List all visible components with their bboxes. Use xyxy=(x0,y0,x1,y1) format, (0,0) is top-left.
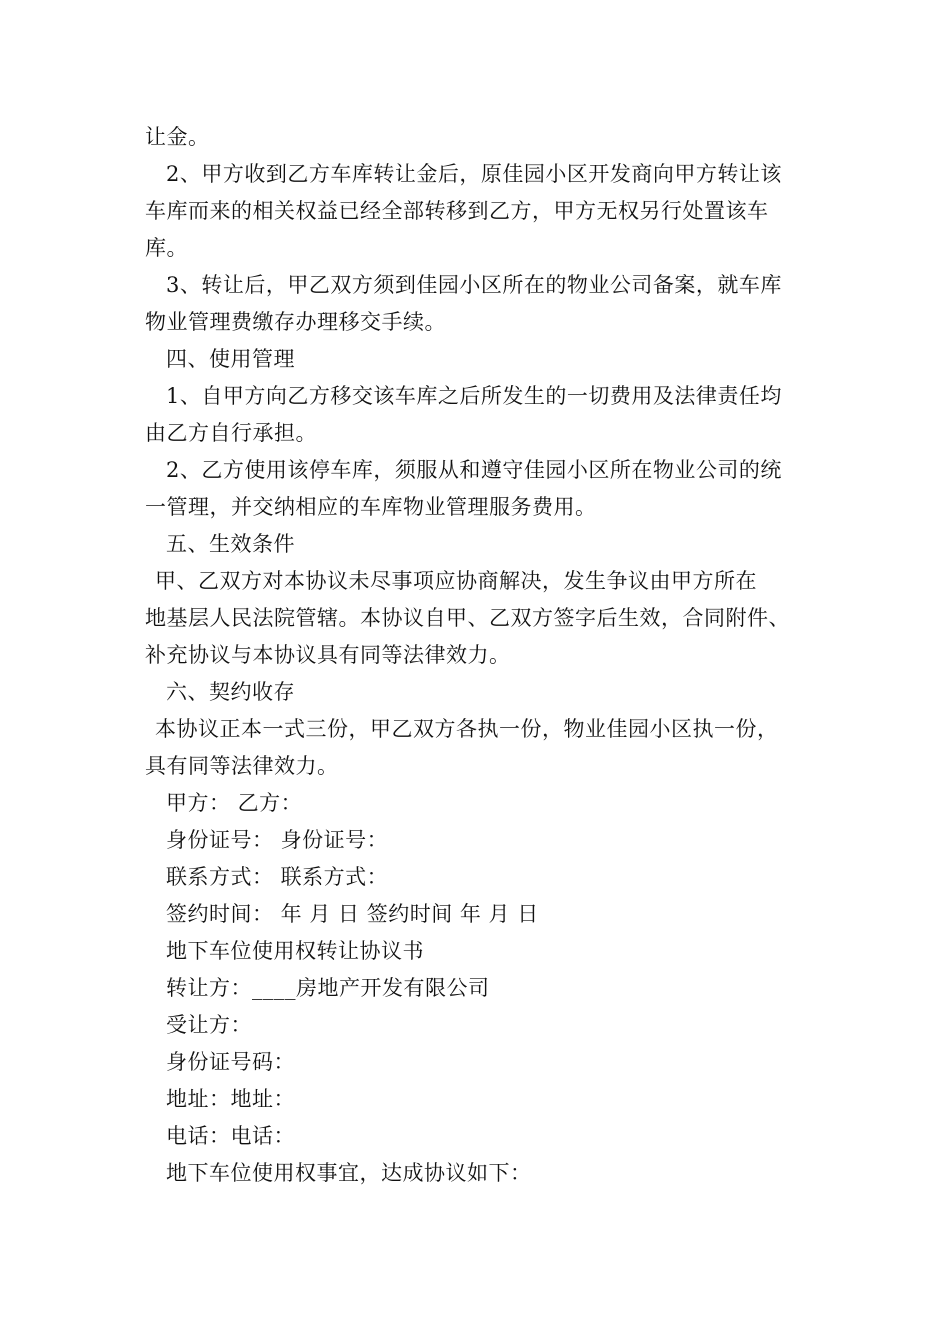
transferor-line: 转让方：____房地产开发有限公司 xyxy=(166,976,490,1000)
section-heading: 四、使用管理 xyxy=(166,347,295,371)
signature-id-line: 身份证号： 身份证号： xyxy=(166,828,389,852)
paragraph-line: 由乙方自行承担。 xyxy=(145,421,317,445)
signature-party-line: 甲方： 乙方： xyxy=(166,791,303,815)
clause-line: 2、乙方使用该停车库，须服从和遵守佳园小区所在物业公司的统 xyxy=(166,458,782,482)
clause-line: 3、转让后，甲乙双方须到佳园小区所在的物业公司备案，就车库 xyxy=(166,273,782,297)
paragraph-line: 甲、乙双方对本协议未尽事项应协商解决，发生争议由甲方所在 xyxy=(155,569,757,593)
paragraph-line: 库。 xyxy=(145,236,188,260)
id-number-line: 身份证号码： xyxy=(166,1050,295,1074)
clause-line: 2、甲方收到乙方车库转让金后，原佳园小区开发商向甲方转让该 xyxy=(166,162,782,186)
address-line: 地址：地址： xyxy=(166,1087,295,1111)
paragraph-line: 物业管理费缴存办理移交手续。 xyxy=(145,310,446,334)
paragraph-line: 车库而来的相关权益已经全部转移到乙方，甲方无权另行处置该车 xyxy=(145,199,769,223)
section-heading: 六、契约收存 xyxy=(166,680,295,704)
phone-line: 电话：电话： xyxy=(166,1124,295,1148)
transferee-line: 受让方： xyxy=(166,1013,252,1037)
signature-contact-line: 联系方式： 联系方式： xyxy=(166,865,389,889)
document-body xyxy=(145,119,825,1192)
paragraph-line: 补充协议与本协议具有同等法律效力。 xyxy=(145,643,511,667)
document-title: 地下车位使用权转让协议书 xyxy=(166,939,424,963)
paragraph-line: 让金。 xyxy=(145,125,210,149)
paragraph-line: 地基层人民法院管辖。本协议自甲、乙双方签字后生效，合同附件、 xyxy=(145,606,790,630)
paragraph-line: 本协议正本一式三份，甲乙双方各执一份，物业佳园小区执一份， xyxy=(155,717,779,741)
signature-date-line: 签约时间： 年 月 日 签约时间 年 月 日 xyxy=(166,902,539,926)
section-heading: 五、生效条件 xyxy=(166,532,295,556)
clause-line: 1、自甲方向乙方移交该车库之后所发生的一切费用及法律责任均 xyxy=(166,384,782,408)
paragraph-line: 具有同等法律效力。 xyxy=(145,754,339,778)
paragraph-line: 一管理，并交纳相应的车库物业管理服务费用。 xyxy=(145,495,597,519)
agreement-intro-line: 地下车位使用权事宜，达成协议如下： xyxy=(166,1161,532,1185)
